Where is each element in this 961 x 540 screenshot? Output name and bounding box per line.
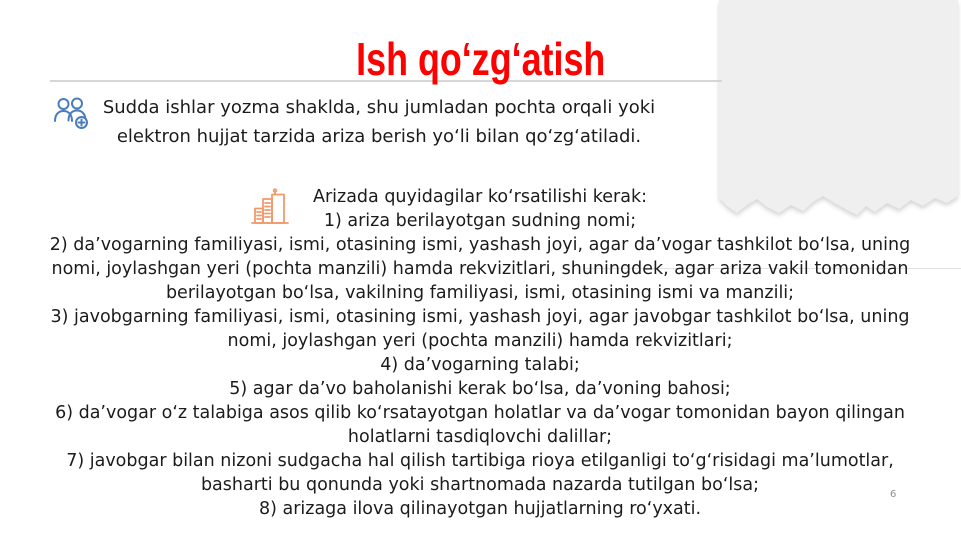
requirement-item: 4) da’vogarning talabi; xyxy=(380,355,580,375)
requirement-item: 7) javobgar bilan nizoni sudgacha hal qilish tartibiga rioya etilganligi to‘g‘risidagi ma’lumotlar, basharti bu qonunda yoki shartnomada nazarda tutilgan bo‘lsa; xyxy=(66,451,894,495)
requirement-item: 1) ariza berilayotgan sudning nomi; xyxy=(323,211,637,231)
page-title xyxy=(0,33,961,93)
add-people-icon xyxy=(53,96,91,130)
requirements-list xyxy=(30,185,930,521)
requirement-item: 2) da’vogarning familiyasi, ismi, otasining ismi, yashash joyi, agar da’vogar tashkilot bo‘lsa, uning nomi, joylashgan yeri (pochta manzili) hamda rekvizitlari, shuningdek, agar ariza vakil tomonidan berilayotgan bo‘lsa, vakilning familiyasi, ismi, otasining ismi va manzili; xyxy=(49,235,911,303)
requirements-heading: Arizada quyidagilar ko‘rsatilishi kerak: xyxy=(312,187,648,207)
requirement-item: 3) javobgarning familiyasi, ismi, otasining ismi, yashash joyi, agar javobgar tashkilot bo‘lsa, uning nomi, joylashgan yeri (pochta manzili) hamda rekvizitlari; xyxy=(50,307,910,351)
requirement-item: 5) agar da’vo baholanishi kerak bo‘lsa, da’voning bahosi; xyxy=(229,379,731,399)
page-title-text: Ish qo‘zg‘atish xyxy=(355,33,606,85)
intro-paragraph: Sudda ishlar yozma shaklda, shu jumladan pochta orqali yoki elektron hujjat tarzida ariza berish yo‘li bilan qo‘zg‘atiladi. xyxy=(102,97,656,147)
requirement-item: 6) da’vogar o‘z talabiga asos qilib ko‘rsatayotgan holatlar va da’vogar tomonidan bayon qilingan holatlarni tasdiqlovchi dalillar; xyxy=(55,403,905,447)
requirement-item: 8) arizaga ilova qilinayotgan hujjatlarning ro‘yxati. xyxy=(258,499,702,519)
page-number: 6 xyxy=(890,489,897,500)
